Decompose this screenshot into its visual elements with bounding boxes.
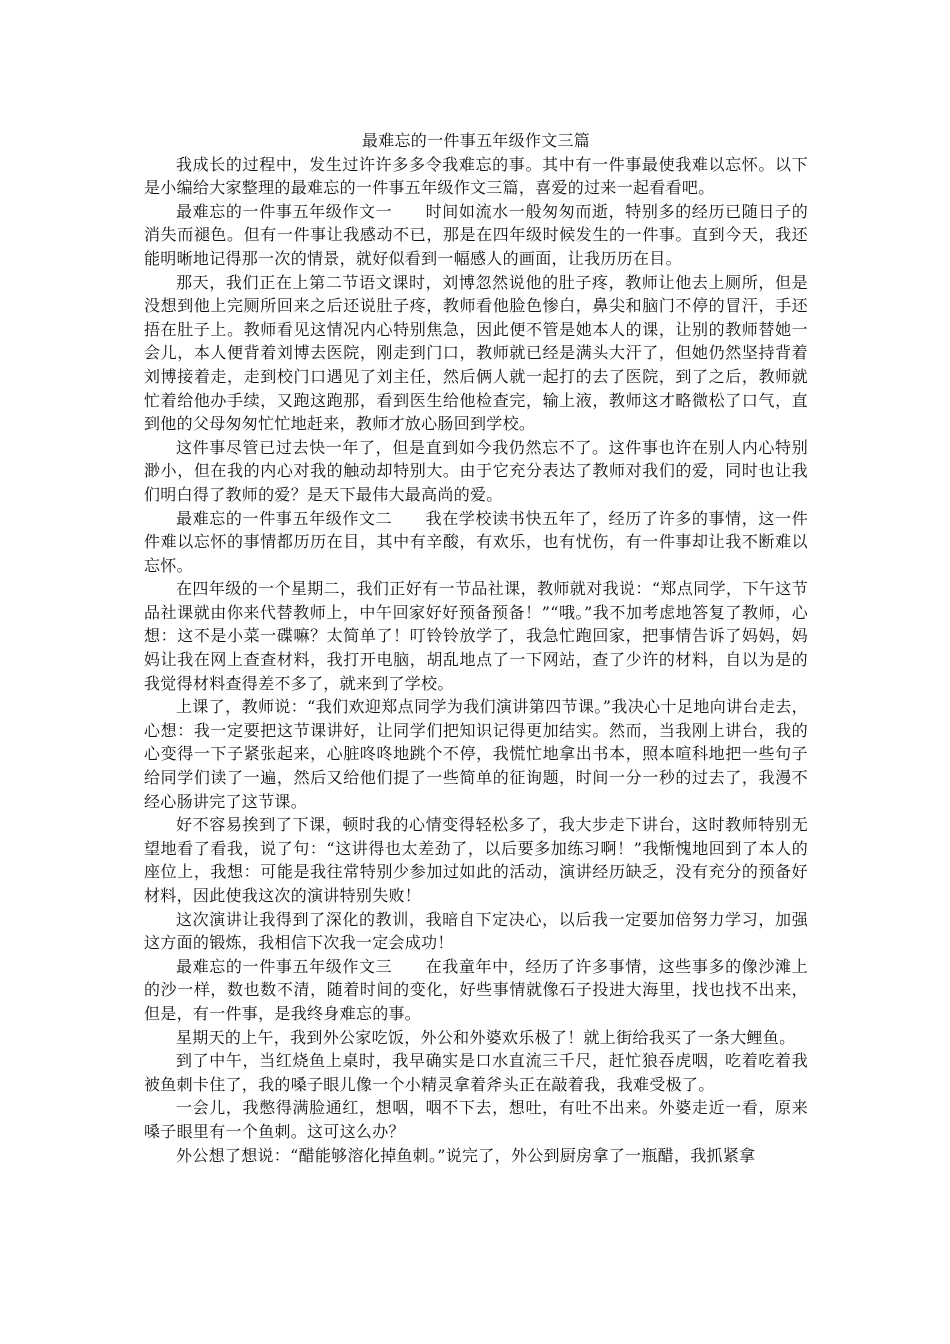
paragraph: 这次演讲让我得到了深化的教训，我暗自下定决心，以后我一定要加倍努力学习，加强这方面的锻炼，我相信下次我一定会成功！ xyxy=(144,909,808,953)
document-page xyxy=(144,129,808,1167)
paragraph: 上课了，教师说：“我们欢迎郑点同学为我们演讲第四节课。”我决心十足地向讲台走去，心想：我一定要把这节课讲好，让同学们把知识记得更加结实。然而，当我刚上讲台，我的心变得一下子紧张起来，心脏咚咚地跳个不停，我慌忙地拿出书本，照本喧科地把一些句子给同学们读了一遍，然后又给他们提了一些简单的征询题，时间一分一秒的过去了，我漫不经心肠讲完了这节课。 xyxy=(144,697,808,811)
paragraph: 那天，我们正在上第二节语文课时，刘博忽然说他的肚子疼，教师让他去上厕所，但是没想到他上完厕所回来之后还说肚子疼，教师看他脸色惨白，鼻尖和脑门不停的冒汗，手还捂在肚子上。教师看见这情况内心特别焦急，因此便不管是她本人的课，让别的教师替她一会儿，本人便背着刘博去医院，刚走到门口，教师就已经是满头大汗了，但她仍然坚持背着刘博接着走，走到校门口遇见了刘主任，然后俩人就一起打的去了医院，到了之后，教师就忙着给他办手续，又跑这跑那，看到医生给他检查完，输上液，教师这才略微松了口气，直到他的父母匆匆忙忙地赶来，教师才放心肠回到学校。 xyxy=(144,272,808,434)
paragraph: 在四年级的一个星期二，我们正好有一节品社课，教师就对我说：“郑点同学，下午这节品社课就由你来代替教师上，中午回家好好预备预备！”“哦。”我不加考虑地答复了教师，心想：这不是小菜一碟嘛？太简单了！叮铃铃放学了，我急忙跑回家，把事情告诉了妈妈，妈妈让我在网上查查材料，我打开电脑，胡乱地点了一下网站，查了少许的材料，自以为是的我觉得材料查得差不多了，就来到了学校。 xyxy=(144,579,808,693)
paragraph-essay-3-intro: 最难忘的一件事五年级作文三 在我童年中，经历了许多事情，这些事多的像沙滩上的沙一样，数也数不清，随着时间的变化，好些事情就像石子投进大海里，找也找不出来，但是，有一件事，是我终身难忘的事。 xyxy=(144,956,808,1023)
paragraph: 这件事尽管已过去快一年了，但是直到如今我仍然忘不了。这件事也许在别人内心特别渺小，但在我的内心对我的触动却特别大。由于它充分表达了教师对我们的爱，同时也让我们明白得了教师的爱？是天下最伟大最高尚的爱。 xyxy=(144,437,808,504)
paragraph: 一会儿，我憋得满脸通红，想咽，咽不下去，想吐，有吐不出来。外婆走近一看，原来嗓子眼里有一个鱼刺。这可这么办？ xyxy=(144,1098,808,1141)
paragraph: 星期天的上午，我到外公家吃饭，外公和外婆欢乐极了！就上街给我买了一条大鲤鱼。 xyxy=(176,1027,796,1047)
document-title: 最难忘的一件事五年级作文三篇 xyxy=(361,131,591,150)
paragraph-essay-1-intro: 最难忘的一件事五年级作文一 时间如流水一般匆匆而逝，特别多的经历已随日子的消失而褪色。但有一件事让我感动不已，那是在四年级时候发生的一件事。直到今天，我还能明晰地记得那一次的情景，就好似看到一幅感人的画面，让我历历在目。 xyxy=(144,201,808,268)
paragraph: 好不容易挨到了下课，顿时我的心情变得轻松多了，我大步走下讲台，这时教师特别无望地看了看我，说了句：“这讲得也太差劲了，以后要多加练习啊！”我惭愧地回到了本人的座位上，我想：可能是我往常特别少参加过如此的活动，演讲经历缺乏，没有充分的预备好材料，因此使我这次的演讲特别失败！ xyxy=(144,815,808,905)
paragraph: 到了中午，当红烧鱼上桌时，我早确实是口水直流三千尺，赶忙狼吞虎咽，吃着吃着我被鱼刺卡住了，我的嗓子眼儿像一个小精灵拿着斧头正在敲着我，我难受极了。 xyxy=(144,1051,808,1094)
paragraph-essay-2-intro: 最难忘的一件事五年级作文二 我在学校读书快五年了，经历了许多的事情，这一件件难以忘怀的事情都历历在目，其中有辛酸，有欢乐，也有忧伤，有一件事却让我不断难以忘怀。 xyxy=(144,508,808,575)
paragraph-intro: 我成长的过程中，发生过许许多多令我难忘的事。其中有一件事最使我难以忘怀。以下是小编给大家整理的最难忘的一件事五年级作文三篇，喜爱的过来一起看看吧。 xyxy=(144,154,808,198)
paragraph: 外公想了想说：“醋能够溶化掉鱼刺。”说完了，外公到厨房拿了一瓶醋，我抓紧拿 xyxy=(176,1145,756,1165)
